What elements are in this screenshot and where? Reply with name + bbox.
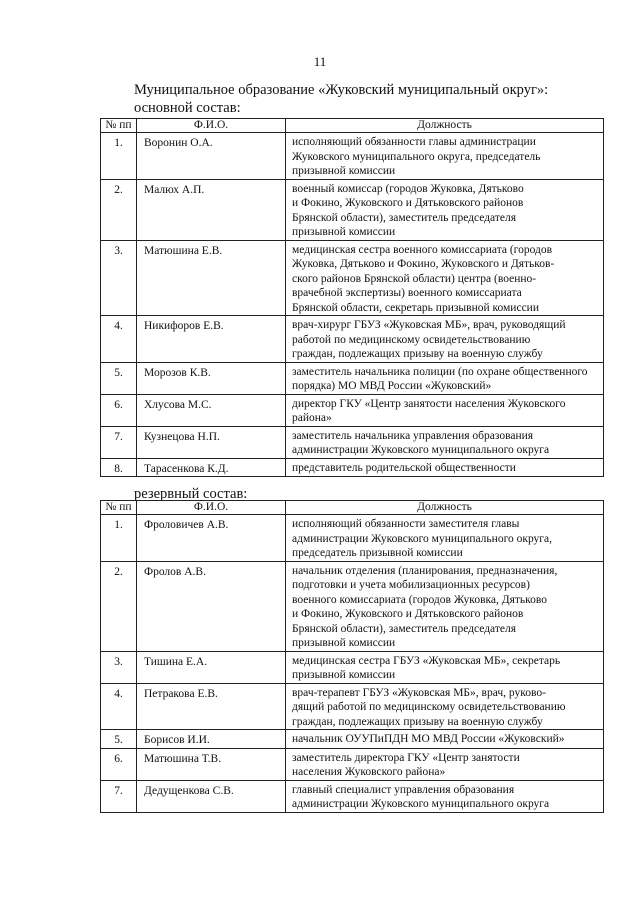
member-position xyxy=(286,426,604,458)
member-name: Кузнецова Н.П. xyxy=(137,426,286,458)
position-line: директор ГКУ «Центр занятости населения Жуковского xyxy=(292,397,566,410)
header-position: Должность xyxy=(286,501,604,515)
header-position: Должность xyxy=(286,119,604,133)
main-composition-label: основной состав: xyxy=(134,100,241,116)
member-name: Тишина Е.А. xyxy=(137,651,286,683)
member-name: Дедущенкова С.В. xyxy=(137,780,286,812)
position-line: начальник ОУУПиПДН МО МВД России «Жуковский» xyxy=(292,733,565,745)
table-header-row xyxy=(101,119,604,133)
position-line: военного комиссариата (городов Жуковка, Дятьково xyxy=(292,593,548,606)
position-line: врач-хирург ГБУЗ «Жуковская МБ», врач, руководящий xyxy=(292,319,566,331)
member-position xyxy=(286,683,604,730)
table-row xyxy=(101,780,604,812)
position-line: призывной комиссии xyxy=(292,637,396,649)
member-name: Матюшина Т.В. xyxy=(137,748,286,780)
table-row xyxy=(101,179,604,240)
member-name: Фроловичев А.В. xyxy=(137,515,286,562)
member-position xyxy=(286,240,604,316)
row-number: 7. xyxy=(101,426,137,458)
table-row xyxy=(101,362,604,394)
position-line: призывной комиссии xyxy=(292,226,396,238)
table-row xyxy=(101,394,604,426)
row-number: 6. xyxy=(101,394,137,426)
page-number: 11 xyxy=(313,54,327,69)
position-line: призывной комиссии xyxy=(292,669,396,681)
member-position xyxy=(286,316,604,363)
row-number: 7. xyxy=(101,780,137,812)
position-line: Брянской области), заместитель председателя xyxy=(292,211,517,224)
header-name: Ф.И.О. xyxy=(137,119,286,133)
position-line: исполняющий обязанности заместителя главы xyxy=(292,518,520,530)
header-number: № пп xyxy=(101,119,137,133)
position-line: Брянской области), заместитель председателя xyxy=(292,622,517,635)
row-number: 3. xyxy=(101,651,137,683)
member-position xyxy=(286,730,604,749)
position-line: представитель родительской общественности xyxy=(292,461,516,474)
row-number: 4. xyxy=(101,683,137,730)
main-composition-table xyxy=(100,118,604,477)
table-header-row xyxy=(101,501,604,515)
position-line: администрации Жуковского муниципального округа xyxy=(292,798,550,810)
position-line: Брянской области, секретарь призывной комиссии xyxy=(292,301,539,314)
member-position xyxy=(286,515,604,562)
row-number: 5. xyxy=(101,362,137,394)
position-line: заместитель начальника полиции (по охране общественного порядка) МО МВД России «Жуковский» xyxy=(292,365,588,392)
position-line: и Фокино, Жуковского и Дятьковского районов xyxy=(292,608,524,620)
position-line: и Фокино, Жуковского и Дятьковского районов xyxy=(292,197,524,209)
position-line: граждан, подлежащих призыву на военную службу xyxy=(292,348,543,360)
table-row xyxy=(101,515,604,562)
table-row xyxy=(101,458,604,477)
position-line: дящий работой по медицинскому освидетельствованию xyxy=(292,701,566,713)
position-line: исполняющий обязанности главы администрации xyxy=(292,136,536,148)
table-row xyxy=(101,651,604,683)
position-line: медицинская сестра ГБУЗ «Жуковская МБ», секретарь xyxy=(292,654,561,667)
member-position xyxy=(286,780,604,812)
member-position xyxy=(286,179,604,240)
row-number: 1. xyxy=(101,133,137,180)
position-line: Жуковского муниципального округа, председатель xyxy=(292,150,541,163)
table-row xyxy=(101,683,604,730)
row-number: 2. xyxy=(101,561,137,651)
row-number: 8. xyxy=(101,458,137,477)
position-line: населения Жуковского района» xyxy=(292,766,446,778)
member-position xyxy=(286,394,604,426)
table-row xyxy=(101,316,604,363)
member-position xyxy=(286,458,604,477)
member-position xyxy=(286,362,604,394)
row-number: 2. xyxy=(101,179,137,240)
position-line: главный специалист управления образования xyxy=(292,783,515,796)
position-line: Жуковка, Дятьково и Фокино, Жуковского и Дятьков- xyxy=(292,258,555,270)
table-row xyxy=(101,748,604,780)
row-number: 5. xyxy=(101,730,137,749)
member-name: Малюх А.П. xyxy=(137,179,286,240)
row-number: 3. xyxy=(101,240,137,316)
row-number: 1. xyxy=(101,515,137,562)
position-line: работой по медицинскому освидетельствованию xyxy=(292,333,531,346)
table-row xyxy=(101,561,604,651)
member-position xyxy=(286,748,604,780)
position-line: медицинская сестра военного комиссариата (городов xyxy=(292,243,553,256)
position-line: врач-терапевт ГБУЗ «Жуковская МБ», врач, руково- xyxy=(292,686,546,699)
position-line: призывной комиссии xyxy=(292,165,396,177)
header-name: Ф.И.О. xyxy=(137,501,286,515)
reserve-composition-label: резервный состав: xyxy=(134,486,248,502)
position-line: начальник отделения (планирования, предназначения, xyxy=(292,564,558,577)
member-name: Хлусова М.С. xyxy=(137,394,286,426)
header-number: № пп xyxy=(101,501,137,515)
position-line: заместитель начальника управления образования xyxy=(292,429,534,442)
reserve-composition-table xyxy=(100,500,604,813)
table-row xyxy=(101,133,604,180)
member-name: Фролов А.В. xyxy=(137,561,286,651)
position-line: заместитель директора ГКУ «Центр занятости xyxy=(292,751,520,764)
position-line: подготовки и учета мобилизационных ресурсов) xyxy=(292,579,530,591)
row-number: 6. xyxy=(101,748,137,780)
member-name: Матюшина Е.В. xyxy=(137,240,286,316)
table-row xyxy=(101,730,604,749)
position-line: граждан, подлежащих призыву на военную службу xyxy=(292,715,543,728)
member-name: Борисов И.И. xyxy=(137,730,286,749)
table-row xyxy=(101,426,604,458)
position-line: врачебной экспертизы) военного комиссариата xyxy=(292,287,522,299)
member-name: Тарасенкова К.Д. xyxy=(137,458,286,477)
position-line: администрации Жуковского муниципального округа xyxy=(292,444,550,456)
member-name: Никифоров Е.В. xyxy=(137,316,286,363)
position-line: ского районов Брянской области) центра (военно- xyxy=(292,272,537,285)
position-line: председатель призывной комиссии xyxy=(292,547,463,559)
member-name: Морозов К.В. xyxy=(137,362,286,394)
row-number: 4. xyxy=(101,316,137,363)
member-position xyxy=(286,651,604,683)
table-row xyxy=(101,240,604,316)
position-line: района» xyxy=(292,412,332,424)
member-position xyxy=(286,561,604,651)
member-name: Петракова Е.В. xyxy=(137,683,286,730)
member-position xyxy=(286,133,604,180)
page-heading: Муниципальное образование «Жуковский муниципальный округ»: xyxy=(134,82,549,98)
position-line: военный комиссар (городов Жуковка, Дятьково xyxy=(292,182,524,195)
member-name: Воронин О.А. xyxy=(137,133,286,180)
position-line: администрации Жуковского муниципального округа, xyxy=(292,532,553,545)
